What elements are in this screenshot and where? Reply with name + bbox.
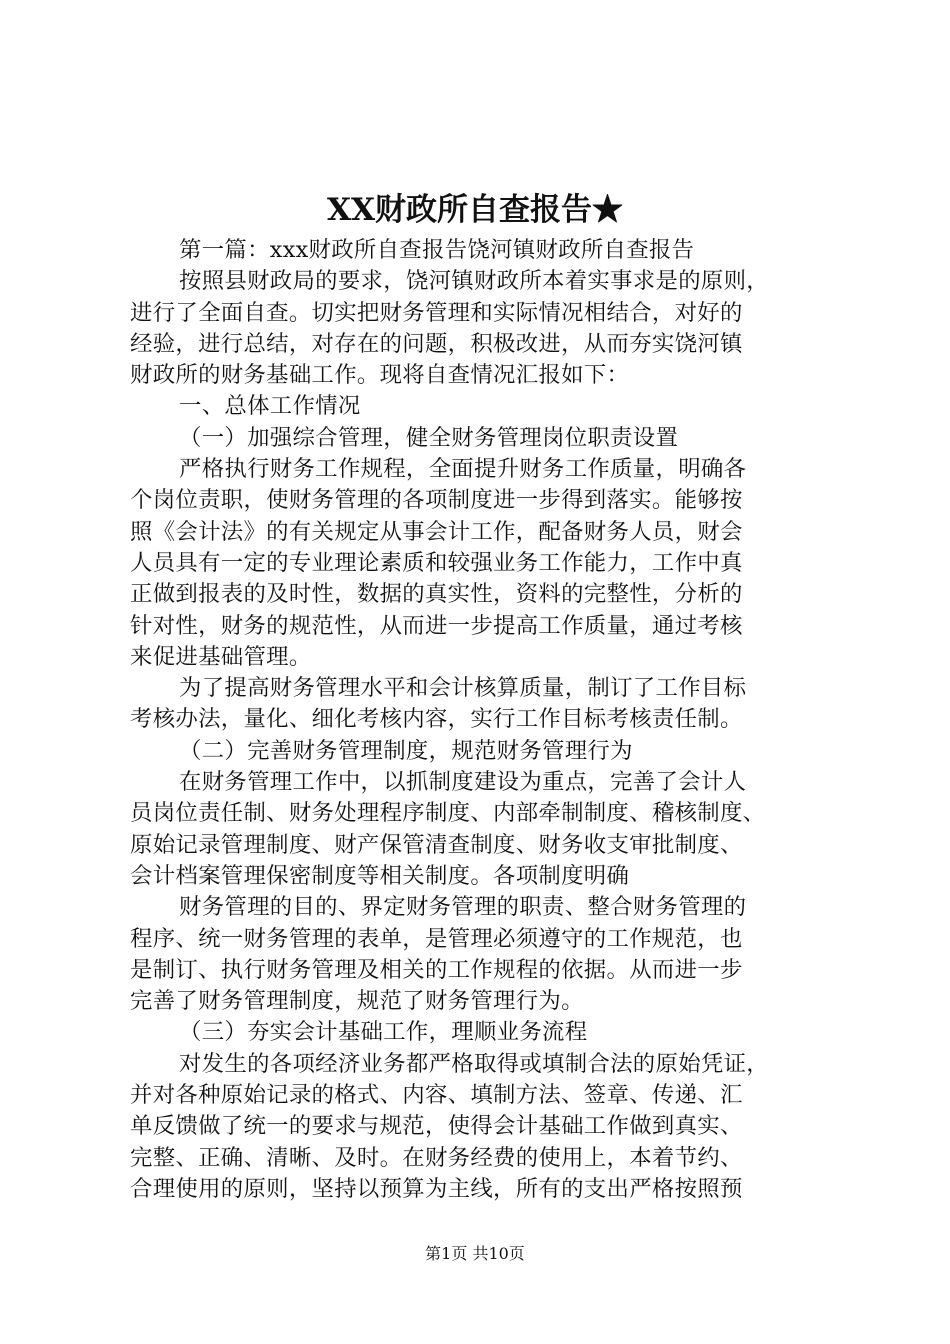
page-footer: 第1页 共10页 <box>425 1244 525 1263</box>
body-line: 第一篇：xxx财政所自查报告饶河镇财政所自查报告 <box>179 237 695 263</box>
document-title: XX财政所自查报告★ <box>326 192 624 228</box>
body-line: （二）完善财务管理制度，规范财务管理行为 <box>179 737 633 764</box>
body-line: 人员具有一定的专业理论素质和较强业务工作能力，工作中真 <box>130 549 743 576</box>
body-line: 一、总体工作情况 <box>179 393 361 420</box>
body-line: 严格执行财务工作规程，全面提升财务工作质量，明确各 <box>179 456 747 483</box>
body-line: 完善了财务管理制度，规范了财务管理行为。 <box>130 988 584 1015</box>
body-line: 个岗位责职，使财务管理的各项制度进一步得到落实。能够按 <box>130 487 743 514</box>
body-line: 按照县财政局的要求，饶河镇财政所本着实事求是的原则， <box>179 268 769 295</box>
body-line: 是制订、执行财务管理及相关的工作规程的依据。从而进一步 <box>130 956 743 983</box>
body-line: 财政所的财务基础工作。现将自查情况汇报如下： <box>130 362 630 389</box>
body-line: 完整、正确、清晰、及时。在财务经费的使用上，本着节约、 <box>130 1144 743 1171</box>
body-line: （一）加强综合管理，健全财务管理岗位职责设置 <box>179 424 679 451</box>
document-body <box>130 235 835 1205</box>
body-line: 照《会计法》的有关规定从事会计工作，配备财务人员，财会 <box>130 518 743 545</box>
body-line: 针对性，财务的规范性，从而进一步提高工作质量，通过考核 <box>130 612 743 639</box>
body-line: 财务管理的目的、界定财务管理的职责、整合财务管理的 <box>179 894 747 921</box>
body-line: （三）夯实会计基础工作，理顺业务流程 <box>179 1019 588 1046</box>
body-line: 考核办法，量化、细化考核内容，实行工作目标考核责任制。 <box>130 706 743 733</box>
body-line: 为了提高财务管理水平和会计核算质量，制订了工作目标 <box>179 675 747 702</box>
body-line: 员岗位责任制、财务处理程序制度、内部牵制制度、稽核制度、 <box>130 800 766 827</box>
body-line: 程序、统一财务管理的表单，是管理必须遵守的工作规范，也 <box>130 925 743 952</box>
body-line: 正做到报表的及时性，数据的真实性，资料的完整性，分析的 <box>130 581 743 608</box>
body-line: 原始记录管理制度、财产保管清查制度、财务收支审批制度、 <box>130 831 743 858</box>
body-line: 合理使用的原则，坚持以预算为主线，所有的支出严格按照预 <box>130 1175 743 1202</box>
body-line: 进行了全面自查。切实把财务管理和实际情况相结合，对好的 <box>130 299 743 326</box>
body-line: 单反馈做了统一的要求与规范，使得会计基础工作做到真实、 <box>130 1113 743 1140</box>
body-line: 在财务管理工作中，以抓制度建设为重点，完善了会计人 <box>179 769 747 796</box>
body-line: 并对各种原始记录的格式、内容、填制方法、签章、传递、汇 <box>130 1082 743 1109</box>
body-line: 来促进基础管理。 <box>130 643 312 670</box>
body-line: 对发生的各项经济业务都严格取得或填制合法的原始凭证， <box>179 1050 769 1077</box>
body-line: 经验，进行总结，对存在的问题，积极改进，从而夯实饶河镇 <box>130 330 743 357</box>
body-line: 会计档案管理保密制度等相关制度。各项制度明确 <box>130 862 630 889</box>
